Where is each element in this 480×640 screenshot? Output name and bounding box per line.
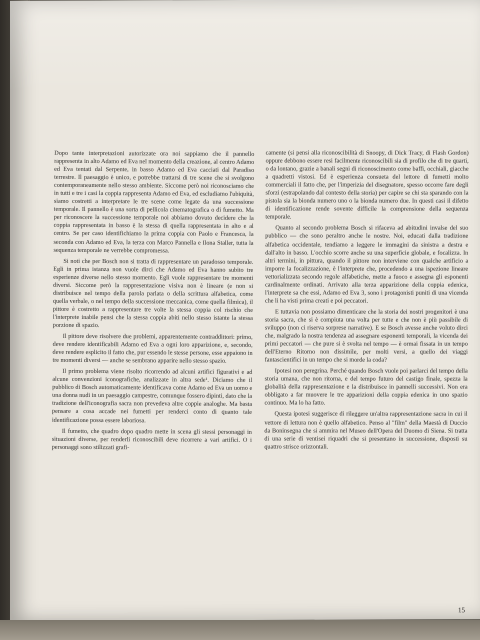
paragraph: Dopo tante interpretazioni autorizzate ora noi sappiamo che il pannello rappresenta in alto Adamo ed Eva nel momento della creazione, al centro Adamo ed Eva tentati dal Serpente, in basso Adamo ed Eva cacciati dal Paradiso terrestre. Il paesaggio è unico, e potrebbe trattarsi di tre scene che si svolgono contemporaneamente nello stesso ambiente. Siccome però noi riconosciamo che in tutti e tre i casi la coppia rappresenta Adamo ed Eva, ed escludiamo l'ubiquità, siamo costretti a interpretare le tre scene come legate da una successione temporale. Il pannello è una sorta di pellicola cinematografica o di fumetto. Ma per riconoscere la successione temporale noi abbiamo dovuto decidere che la coppia rappresentata in basso è la stessa di quella rappresentata in alto e al centro. Se per caso identifichiamo la prima coppia con Paolo e Francesca, la seconda con Adamo ed Eva, la terza con Marco Pannella e Ilona Staller, tutta la sequenza temporale ne verrebbe compromessa.	[53, 150, 255, 254]
paragraph: Ipotesi non peregrina. Perché quando Bosch vuole poi parlarci del tempo della storia umana, che non ritorna, e del tempo futuro del castigo finale, spezza la globalità della rappresentazione e la distribuisce in pannelli successivi. Non era obbligato a far muovere le tre apparizioni della coppia edenica in uno spazio continuo. Ma lo ha fatto.	[264, 368, 468, 407]
paragraph: E tuttavia non possiamo dimenticare che la storia dei nostri progenitori è una storia sacra, che si è compiuta una volta per tutte e che non è più passibile di sviluppo (non ci riserva sorprese narrative). E se Bosch avesse anche voluto dirci che, malgrado la nostra tendenza ad assegnare esponenti temporali, la vicenda dei primi peccatori — che pure si è svolta nel tempo — è ormai fissata in un tempo dell'Eterno Ritorno non dissimile, per molti versi, a quello dei viaggi fantascientifici in un tempo che si morde la coda?	[264, 309, 468, 364]
paragraph: Il primo problema viene risolto ricorrendo ad alcuni artifici figurativi e ad alcune convenzioni iconografiche, analizzate in altra sede¹. Diciamo che il pubblico di Bosch automaticamente identificava come Adamo ed Eva un uomo e una donna nudi in un paesaggio campestre, comunque fossero dipinti, dato che la tradizione dell'iconografia sacra non prevedeva altre coppie analoghe. Ma basta pensare a cosa accade nei fumetti per renderci conto di quanto tale identificazione possa essere laboriosa.	[51, 369, 253, 424]
right-text-column	[264, 149, 468, 454]
book-page	[10, 0, 480, 621]
paragraph: Il pittore deve risolvere due problemi, apparentemente contraddittori: primo, deve rendere identificabili Adamo ed Eva a ogni loro apparizione, e, secondo, deve rendere esplicito il fatto che, pur essendo le stesse persone, esse appaiono in tre momenti diversi — anche se sembrano apparire nello stesso spazio.	[52, 333, 253, 365]
paragraph: Si noti che per Bosch non si tratta di rappresentare un paradosso temporale. Egli in prima istanza non vuole dirci che Adamo ed Eva hanno subito tre esperienze diverse nello stesso momento. Egli vuole rappresentare tre momenti diversi. Siccome però la rappresentazione visiva non è lineare (e non si distribuisce nel tempo della parola parlata o della scrittura alfabetica, come quella verbale, o nel tempo della successione meccanica, come quella filmica), il pittore è costretto a rappresentare tre volte la stessa coppia col rischio che l'interprete inabile pensi che la stessa coppia abiti nello stesso istante la stessa porzione di spazio.	[52, 258, 254, 330]
left-text-column	[52, 150, 255, 456]
paragraph: Il fumetto, che quadro dopo quadro mette in scena gli stessi personaggi in situazioni diverse, per renderli riconoscibili deve ricorrere a vari artifici. O i personaggi sono stilizzati grafi-	[51, 428, 252, 451]
paragraph: camente (si pensi alla riconoscibilità di Snoopy, di Dick Tracy, di Flash Gordon) oppure debbono essere resi facilmente riconoscibili sia di profilo che di tre quarti, o da lontano, grazie a banali segni di riconoscimento come baffi, occhiali, giacche a quadretti vistosi. Ed è esperienza consueta del lettore di fumetti molto commerciali il fatto che, per l'imperizia del disegnatore, spesso occorre fare degli sforzi (estrapolando dal contesto della storia) per capire se chi sta sparando con la pistola sia la bionda numero uno o la bionda numero due. In questi casi il difetto di identificazione rende sovente difficile la comprensione della sequenza temporale.	[265, 150, 469, 221]
paragraph: Questa ipotesi suggerisce di rileggere un'altra rappresentazione sacra in cui il vettore di lettura non è quello alfabetico. Penso al "film" della Maestà di Duccio da Boninsegna che si ammira nel Museo dell'Opera del Duomo di Siena. Si tratta di una serie di ventisei riquadri che si presentano in successione, disposti su quattro strisce orizzontali.	[264, 411, 468, 451]
table-surface	[0, 620, 480, 640]
page-number: 15	[458, 606, 465, 615]
paragraph: Quanto al secondo problema Bosch si rifaceva ad abitudini invalse del suo pubblico — che sono peraltro anche le nostre. Noi, educati dalla tradizione alfabetica occidentale, tendiamo a leggere le immagini da sinistra a destra e dall'alto in basso. L'occhio scorre anche su una superficie globale, e focalizza. In altri termini, in pittura, quando il pittore non interviene con qualche artificio a imporre la focalizzazione, è l'interprete che, procedendo a una ispezione lineare vettorializzata secondo regole alfabetiche, mette a fuoco e assegna gli esponenti cardinalmente ordinati. Arrivato alla terza apparizione della coppia edenica, l'interprete sa che essi, Adamo ed Eva 3, sono i protagonisti puniti di una vicenda che li ha visti prima creati e poi peccatori.	[264, 225, 469, 305]
